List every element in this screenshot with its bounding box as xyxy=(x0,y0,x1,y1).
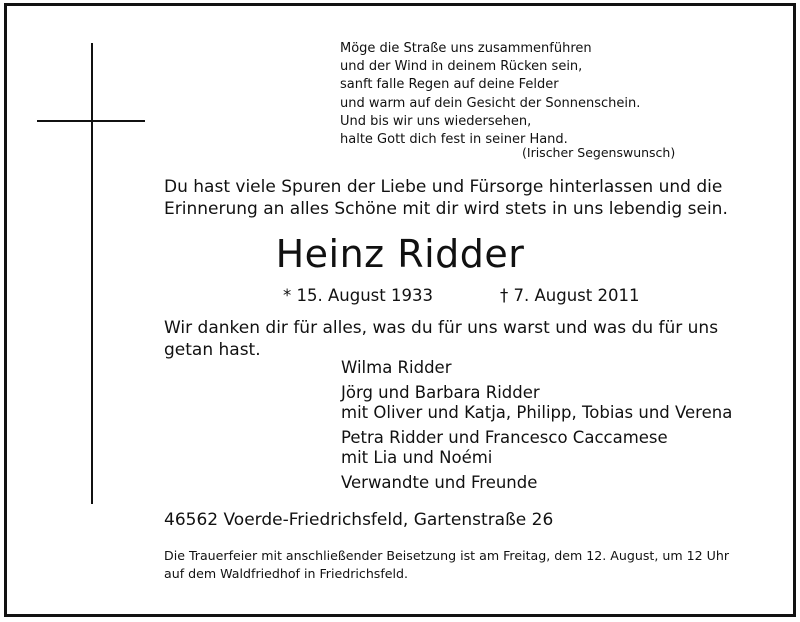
family-group xyxy=(341,428,732,469)
thanks-line: getan hast. xyxy=(164,339,261,360)
family-member: Wilma Ridder xyxy=(341,358,452,377)
poem-source: (Irischer Segenswunsch) xyxy=(522,145,676,160)
family-group xyxy=(341,358,732,379)
family-member: mit Lia und Noémi xyxy=(341,448,493,467)
birth-date: * 15. August 1933 xyxy=(283,286,433,305)
family-member: Verwandte und Freunde xyxy=(341,472,538,492)
family-member: Jörg und Barbara Ridder xyxy=(341,382,540,402)
family-member: mit Oliver und Katja, Philipp, Tobias und Verena xyxy=(341,403,733,422)
poem-line: halte Gott dich fest in seiner Hand. xyxy=(340,132,568,148)
intro-line: Erinnerung an alles Schöne mit dir wird stets in uns lebendig sein. xyxy=(164,199,728,219)
notice-line: Die Trauerfeier mit anschließender Beisetzung ist am Freitag, dem 12. August, um 12 Uhr xyxy=(164,548,730,563)
notice-line: auf dem Waldfriedhof in Friedrichsfeld. xyxy=(164,565,409,581)
poem-line: Und bis wir uns wiedersehen, xyxy=(340,113,532,129)
family-list xyxy=(341,358,732,497)
deceased-name: Heinz Ridder xyxy=(275,232,525,276)
family-group xyxy=(341,473,732,494)
poem-line: Möge die Straße uns zusammenführen xyxy=(340,41,592,56)
thanks-text xyxy=(164,318,774,361)
address: 46562 Voerde-Friedrichsfeld, Gartenstraße 26 xyxy=(164,510,554,530)
funeral-notice xyxy=(164,547,729,582)
intro-text xyxy=(164,176,770,220)
poem xyxy=(340,40,640,149)
family-group xyxy=(341,383,732,424)
death-date: † 7. August 2011 xyxy=(500,286,640,305)
thanks-line: Wir danken dir für alles, was du für uns warst und was du für uns xyxy=(164,318,719,338)
intro-line: Du hast viele Spuren der Liebe und Fürsorge hinterlassen und die xyxy=(164,177,723,197)
poem-line: und der Wind in deinem Rücken sein, xyxy=(340,59,583,75)
poem-line: und warm auf dein Gesicht der Sonnenschein. xyxy=(340,95,641,111)
family-member: Petra Ridder und Francesco Caccamese xyxy=(341,427,668,447)
cross-icon-horizontal-bar xyxy=(37,120,145,122)
poem-line: sanft falle Regen auf deine Felder xyxy=(340,77,559,93)
